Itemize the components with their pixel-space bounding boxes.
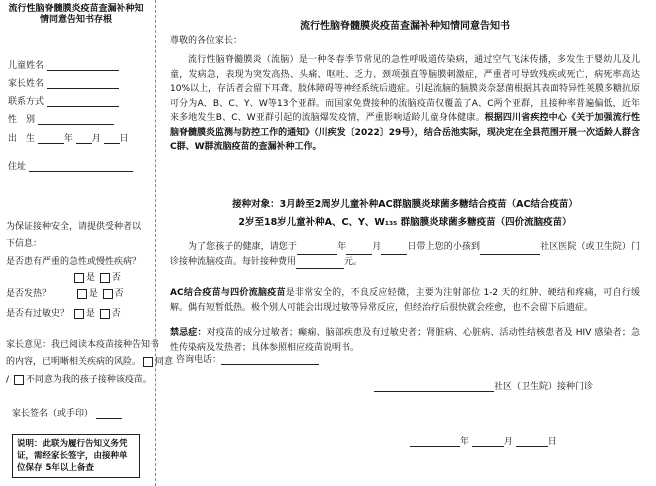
appointment-fee-field[interactable]: [296, 258, 344, 269]
paragraph-safety: [170, 286, 640, 315]
stub-allergy-row: [6, 306, 121, 319]
date-month-label: 月: [503, 437, 513, 447]
stub-health-intro-2: 下信息：: [6, 239, 43, 249]
stub-note: 说明：此联为履行告知义务凭证，需经家长签字，由接种单位保存 5年以上备查: [12, 434, 140, 478]
agree-label: 同意: [155, 357, 174, 367]
stub-birth-label: 出 生: [8, 134, 36, 144]
paragraph-contraindications: [170, 326, 640, 355]
stub-opinion-1: 家长意见：我已阅读本疫苗接种告知书: [6, 340, 160, 350]
stub-title: 流行性脑脊髓膜炎疫苗查漏补种知情同意告知书存根: [8, 4, 144, 25]
clinic-name-field[interactable]: [374, 381, 494, 392]
stub-name-label: 儿童姓名: [8, 61, 45, 71]
disagree-label: 不同意为我的孩子接种该疫苗。: [25, 375, 152, 385]
appointment-text-f: 元。: [344, 256, 363, 267]
stub-question-disease: 是否患有严重的急性或慢性疾病？: [6, 257, 142, 267]
appointment-clinic-field[interactable]: [480, 244, 540, 255]
stub-disagree-row: / 不同意为我的孩子接种该疫苗。: [6, 375, 152, 385]
appointment-year-label: 年: [336, 242, 347, 252]
stub-opinion-2-row: [6, 354, 173, 367]
clinic-row: [374, 379, 593, 392]
no-label: 否: [111, 273, 121, 283]
clinic-label: 社区（卫生院）接种门诊: [494, 382, 594, 392]
agree-checkbox[interactable]: [143, 357, 153, 367]
no-label: 否: [114, 289, 124, 299]
disease-yes-checkbox[interactable]: [74, 273, 84, 283]
appointment-year-field[interactable]: [297, 244, 337, 255]
fever-yes-checkbox[interactable]: [77, 289, 87, 299]
stub-name-row: [8, 58, 119, 71]
stub-birth-day-label: 日: [119, 134, 129, 144]
date-year-field[interactable]: [410, 436, 460, 447]
stub-parent-row: [8, 76, 119, 89]
stub-parent-field[interactable]: [47, 78, 119, 89]
stub-question-fever: 是否发热？: [6, 289, 52, 299]
stub-signature-row: [12, 406, 122, 419]
stub-gender-label: 性 别: [8, 115, 36, 125]
stub-birth-year-field[interactable]: [38, 133, 64, 144]
appointment-text-d: 日带上您的小孩到: [407, 242, 481, 252]
date-day-field[interactable]: [516, 436, 548, 447]
paragraph-intro: [170, 53, 640, 155]
fever-no-checkbox[interactable]: [103, 289, 113, 299]
appointment-text-a: 为了您孩子的健康，请您于: [188, 242, 297, 252]
stub-opinion-2: 的内容，已明晰相关疾病的风险。: [6, 357, 142, 367]
stub-disease-answer: [72, 270, 121, 283]
stub-address-row: [8, 159, 133, 172]
stub-health-intro-1: 为保证接种安全，请提供受种者以: [6, 222, 142, 232]
stub-birth-year-label: 年: [63, 134, 73, 144]
allergy-no-checkbox[interactable]: [100, 309, 110, 319]
paragraph-safety-bold: AC结合疫苗与四价流脑疫苗: [170, 288, 286, 298]
disagree-checkbox[interactable]: [14, 375, 24, 385]
consult-row: [176, 352, 319, 365]
stub-question-allergy: 是否有过敏史？: [6, 309, 70, 319]
consult-label: 咨询电话：: [176, 355, 222, 365]
stub-address-label: 住址: [8, 162, 27, 172]
stub-birth-day-field[interactable]: [104, 133, 120, 144]
paragraph-intro-bold: 根据四川省疾控中心《关于加强流行性脑脊髓膜炎监测与防控工作的通知》（川疾发〔2022〕29号），结合岳池实际，现决定在全县范围开展一次适龄人群含C群、W群流脑疫苗的查漏补种工作。: [170, 113, 640, 152]
stub-birth-row: [8, 131, 129, 144]
appointment-month-label: 月: [372, 242, 382, 252]
paragraph-safety-plain: 是非常安全的，不良反应轻微，主要为注射部位 1-2 天的红肿、硬结和疼痛，可自行缓解。偶有短暂低热。极个别人可能会出现过敏等异常反应，但经治疗后很快就会痊愈，也不会留下后遗症。: [170, 288, 640, 313]
contraindications-label: 禁忌症：: [170, 328, 207, 338]
stub-birth-month-field[interactable]: [76, 133, 92, 144]
stub-signature-field[interactable]: [96, 408, 122, 419]
greeting: 尊敬的各位家长：: [170, 36, 243, 46]
stub-address-field[interactable]: [29, 161, 133, 172]
stub-contact-row: [8, 94, 119, 107]
stub-signature-label: 家长签名（或手印）: [12, 409, 94, 419]
appointment-text-e: 社区医院（或卫生院）门诊接种流脑疫苗。每针接种费用: [170, 242, 640, 267]
paragraph-appointment: [170, 240, 640, 269]
page-title: 流行性脑脊髓膜炎疫苗查漏补种知情同意告知书: [300, 21, 510, 32]
consult-phone-field[interactable]: [221, 354, 319, 365]
yes-label: 是: [86, 273, 96, 283]
stub-contact-field[interactable]: [47, 96, 119, 107]
disease-no-checkbox[interactable]: [100, 273, 110, 283]
stub-contact-label: 联系方式: [8, 97, 45, 107]
no-label: 否: [111, 309, 121, 319]
stub-gender-row: [8, 112, 114, 125]
stub-parent-label: 家长姓名: [8, 79, 45, 89]
stub-fever-row: [6, 286, 124, 299]
date-year-label: 年: [460, 437, 470, 447]
contraindications-text: 对疫苗的成分过敏者；癫痫、脑部疾患及有过敏史者；肾脏病、心脏病、活动性结核患者及 HIV 感染者；急性传染病及发热者；具体参照相应疫苗说明书。: [170, 328, 640, 353]
stub-gender-field[interactable]: [38, 114, 114, 125]
date-month-field[interactable]: [472, 436, 504, 447]
yes-label: 是: [85, 309, 95, 319]
target-line-1: 接种对象：3月龄至2周岁儿童补种AC群脑膜炎球菌多糖结合疫苗（AC结合疫苗）: [232, 199, 578, 210]
appointment-month-field[interactable]: [346, 244, 372, 255]
stub-name-field[interactable]: [47, 60, 119, 71]
paragraph-intro-plain: 流行性脑脊髓膜炎（流脑）是一种冬春季节常见的急性呼吸道传染病，通过空气飞沫传播，多发生于婴幼儿及儿童，发病急，表现为突发高热、头痛、呕吐、乏力、颈项强直等脑膜刺激症，严重者可导致残疾或死亡，病死率高达 10%以上，存活者会留下耳聋、肢体障碍等神经系统后遗症。引起流脑的脑膜炎奈瑟菌根据其表面特异性荚膜多糖抗原可分为A、B、C、Y、W等13个亚群。而国家免费接种的流脑疫苗仅覆盖了A、C两个亚群，且接种率普遍偏低，近年来多地发生B、C、W亚群引起的流脑爆发疫情，严重影响适龄儿童身体健康。: [170, 55, 641, 123]
target-line-2: 2岁至18岁儿童补种A、C、Y、W₁₃₅ 群脑膜炎球菌多糖疫苗（四价流脑疫苗）: [238, 217, 572, 228]
date-row: [410, 434, 557, 447]
appointment-day-field[interactable]: [381, 244, 407, 255]
stub-birth-month-label: 月: [91, 134, 101, 144]
date-day-label: 日: [547, 437, 557, 447]
yes-label: 是: [88, 289, 98, 299]
allergy-yes-checkbox[interactable]: [74, 309, 84, 319]
